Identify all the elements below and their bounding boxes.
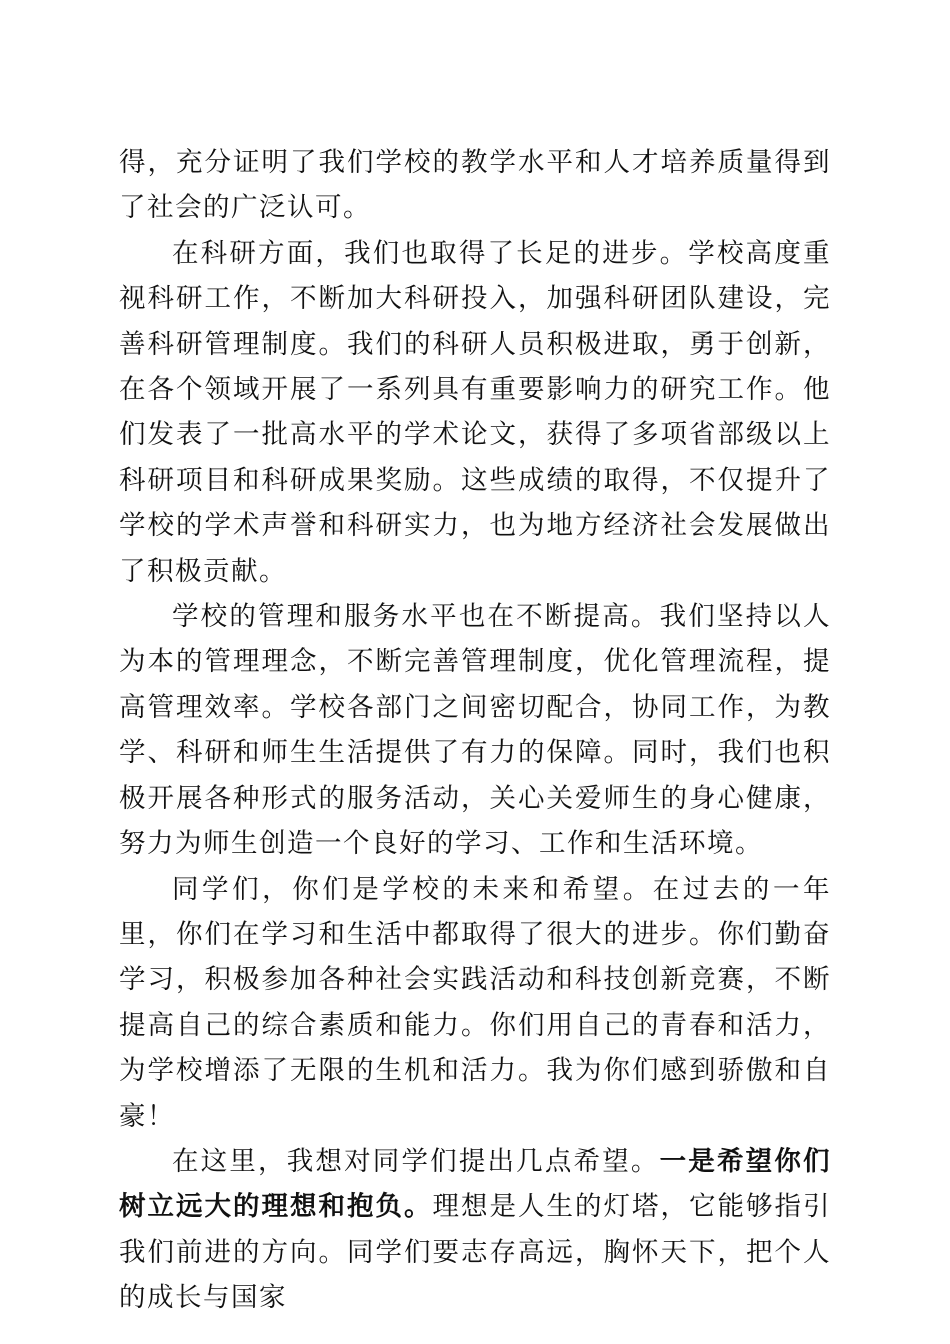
document-body	[119, 140, 831, 1321]
paragraph-students: 同学们，你们是学校的未来和希望。在过去的一年里，你们在学习和生活中都取得了很大的进步。你们勤奋学习，积极参加各种社会实践活动和科技创新竞赛，不断提高自己的综合素质和能力。你们用自己的青春和活力，为学校增添了无限的生机和活力。我为你们感到骄傲和自豪！	[119, 873, 831, 1132]
paragraph-hopes	[119, 1139, 831, 1321]
hopes-first-point-bold: 一是希望你们树立远大的理想和抱负。	[119, 1145, 832, 1223]
hopes-rest-text: 理想是人生的灯塔，它能够指引我们前进的方向。同学们要志存高远，胸怀天下，把个人的成长与国家	[119, 1191, 831, 1314]
hopes-lead-text: 在这里，我想对同学们提出几点希望。	[172, 1145, 660, 1177]
paragraph-research: 在科研方面，我们也取得了长足的进步。学校高度重视科研工作，不断加大科研投入，加强科研团队建设，完善科研管理制度。我们的科研人员积极进取，勇于创新，在各个领域开展了一系列具有重要影响力的研究工作。他们发表了一批高水平的学术论文，获得了多项省部级以上科研项目和科研成果奖励。这些成绩的取得，不仅提升了学校的学术声誉和科研实力，也为地方经济社会发展做出了积极贡献。	[119, 237, 831, 587]
paragraph-management: 学校的管理和服务水平也在不断提高。我们坚持以人为本的管理理念，不断完善管理制度，优化管理流程，提高管理效率。学校各部门之间密切配合，协同工作，为教学、科研和师生生活提供了有力的保障。同时，我们也积极开展各种形式的服务活动，关心关爱师生的身心健康，努力为师生创造一个良好的学习、工作和生活环境。	[119, 601, 831, 860]
paragraph-continued: 得，充分证明了我们学校的教学水平和人才培养质量得到了社会的广泛认可。	[119, 147, 831, 224]
